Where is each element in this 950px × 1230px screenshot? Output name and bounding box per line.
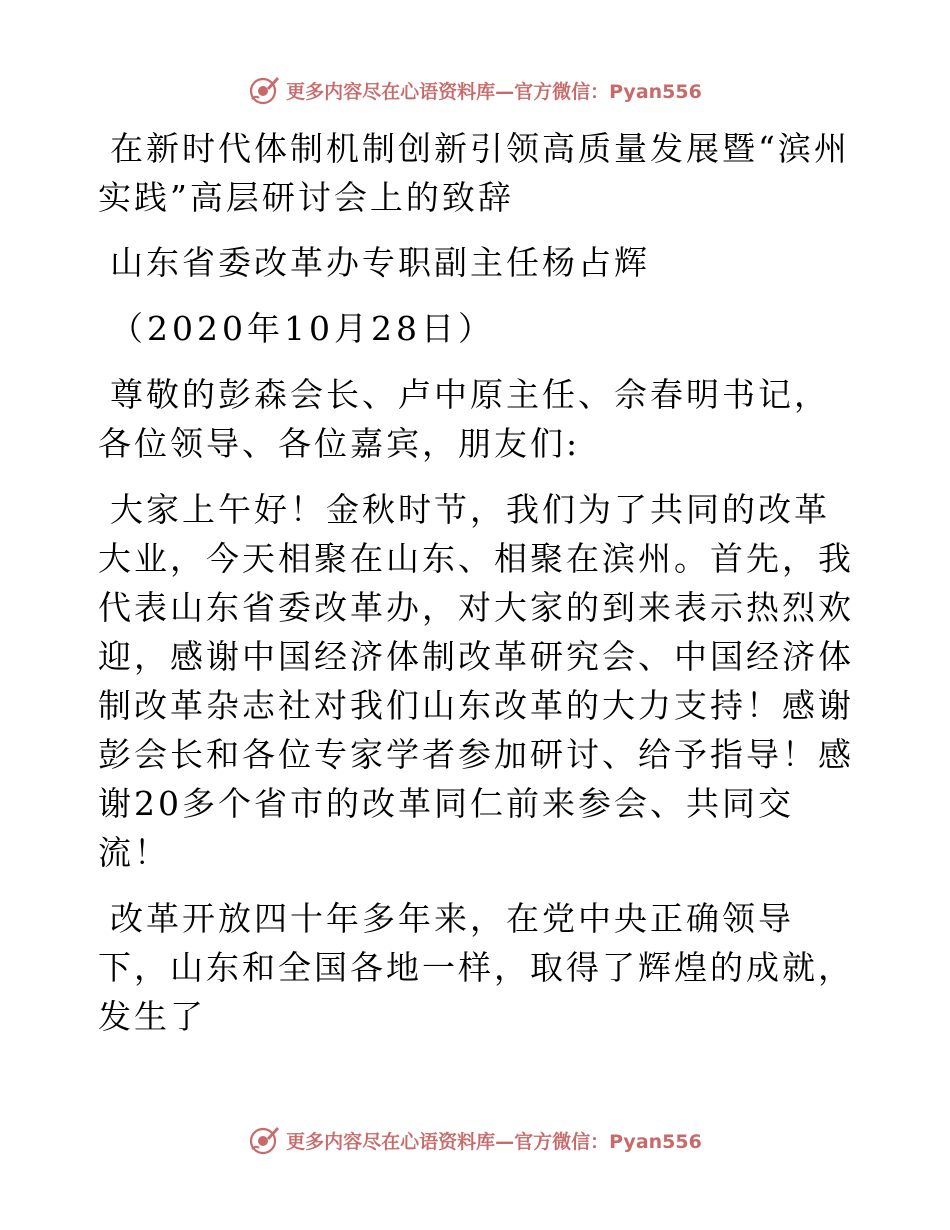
speaker-line: 山东省委改革办专职副主任杨占辉 xyxy=(110,243,650,282)
document-title: 在新时代体制机制创新引领高质量发展暨“滨州实践”高层研讨会上的致辞 xyxy=(98,129,850,217)
document-body xyxy=(98,124,858,1058)
watermark-banner-bottom xyxy=(0,1120,950,1160)
red-pen-ink-logo-icon xyxy=(248,74,280,106)
watermark-text: 更多内容尽在心语资料库—官方微信：Pyan556 xyxy=(286,1130,702,1153)
date-line: （2020年10月28日） xyxy=(110,309,495,348)
body-paragraph-1: 大家上午好！金秋时节，我们为了共同的改革大业，今天相聚在山东、相聚在滨州。首先，我代表山东省委改革办，对大家的到来表示热烈欢迎，感谢中国经济体制改革研究会、中国经济体制改革杂志社对我们山东改革的大力支持！感谢彭会长和各位专家学者参加研讨、给予指导！感谢20多个省市的改革同仁前来参会、共同交流！ xyxy=(98,490,854,872)
red-pen-ink-logo-icon xyxy=(248,1124,280,1156)
salutation-paragraph: 尊敬的彭森会长、卢中原主任、佘春明书记，各位领导、各位嘉宾，朋友们: xyxy=(98,375,830,463)
body-paragraph-2: 改革开放四十年多年来，在党中央正确领导下，山东和全国各地一样，取得了辉煌的成就，发生了 xyxy=(98,899,854,1036)
watermark-text: 更多内容尽在心语资料库—官方微信：Pyan556 xyxy=(286,80,702,103)
watermark-banner-top xyxy=(0,70,950,110)
